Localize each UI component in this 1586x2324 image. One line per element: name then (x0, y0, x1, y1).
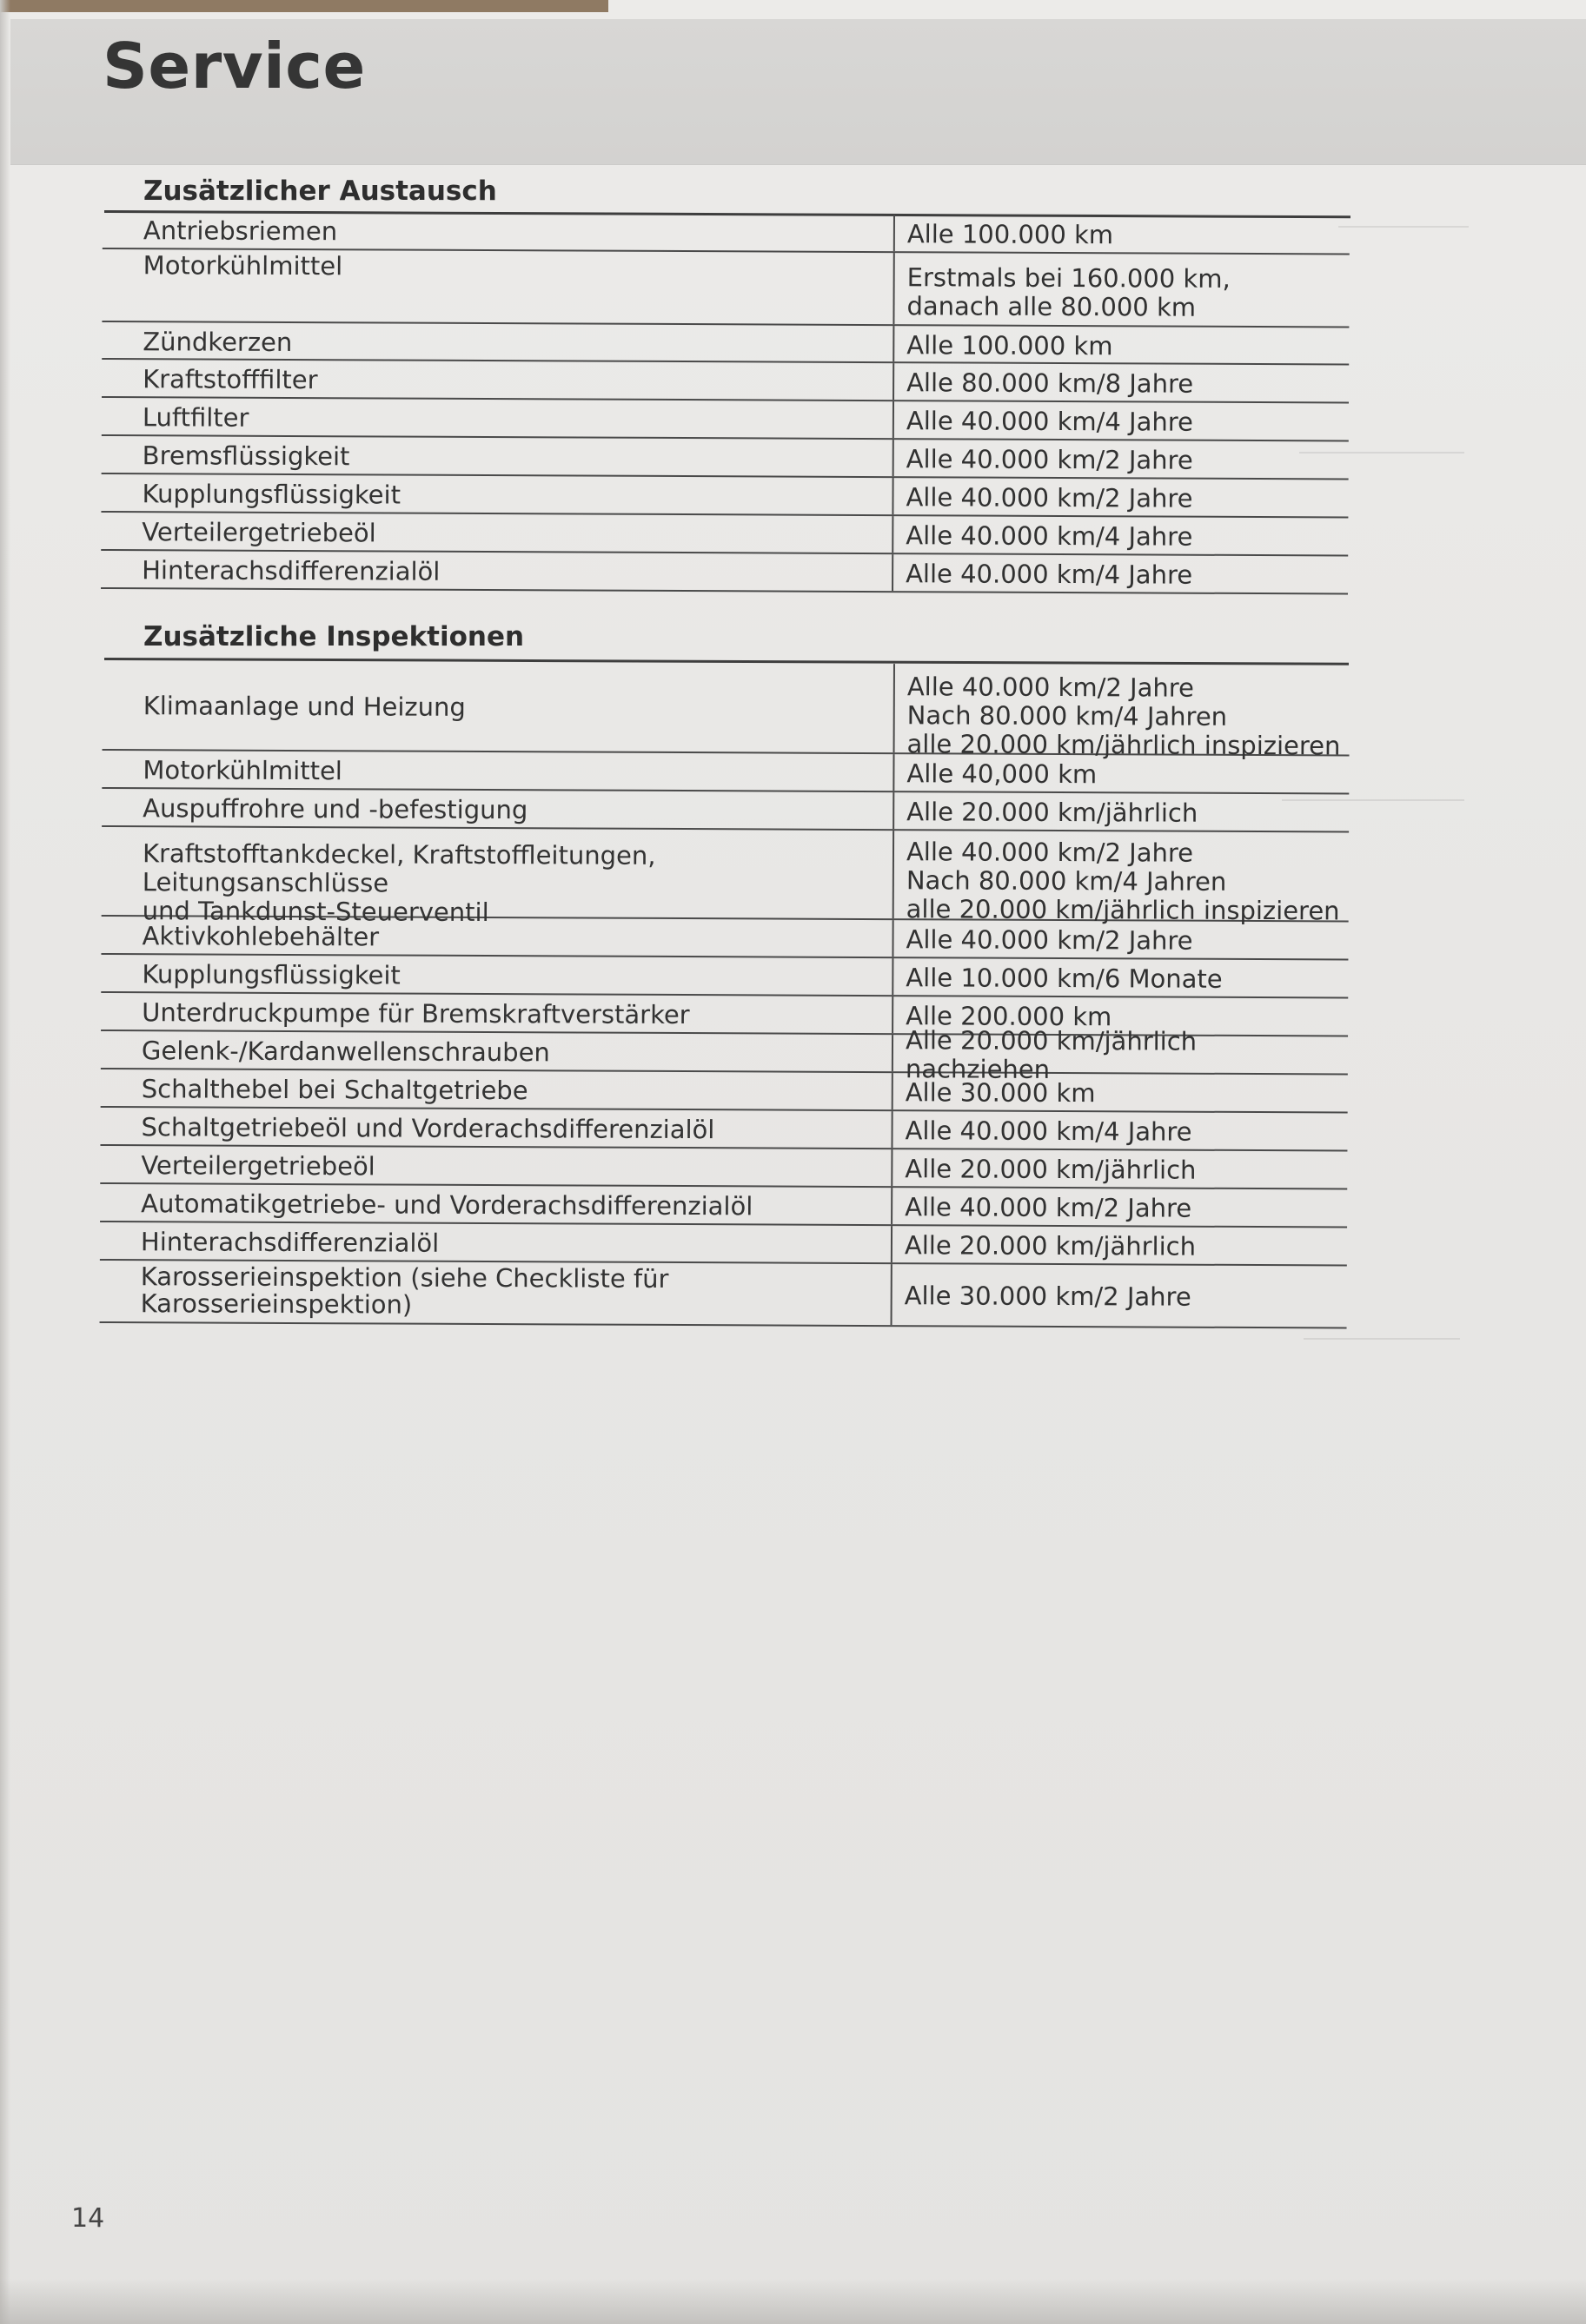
page-left-shadow (0, 0, 10, 2324)
table-row (101, 551, 1348, 595)
inspection-interval: Alle 30.000 km/2 Jahre (891, 1264, 1347, 1327)
page-title: Service (103, 30, 366, 103)
table-row (102, 398, 1349, 442)
inspections-section-title: Zusätzliche Inspektionen (143, 621, 525, 652)
inspection-interval: Alle 10.000 km/6 Monate (892, 958, 1348, 996)
inspection-item: Verteilergetriebeöl (141, 1150, 375, 1182)
table-row (103, 660, 1350, 761)
table-row (101, 1069, 1348, 1114)
table-row (101, 474, 1348, 519)
table-row (100, 1108, 1347, 1152)
inspection-item: Kraftstofftankdeckel, Kraftstoffleitungen, Leitungsanschlüsse und Tankdunst-Steuerventil (142, 838, 656, 928)
table-row (100, 1146, 1347, 1190)
replacement-interval: Alle 40.000 km/2 Jahre (892, 478, 1348, 516)
table-row (100, 1222, 1347, 1267)
inspection-interval: Alle 200.000 km (892, 996, 1348, 1035)
table-row (102, 789, 1349, 833)
table-row (101, 513, 1348, 557)
replacement-item: Kraftstofffilter (143, 364, 318, 395)
inspection-interval: Alle 30.000 km (892, 1073, 1348, 1111)
inspection-item: Aktivkohlebehälter (142, 921, 380, 952)
replacement-item: Antriebsriemen (143, 215, 338, 247)
page-top-edge (0, 0, 608, 12)
replacement-interval: Erstmals bei 160.000 km, danach alle 80.000 km (893, 253, 1349, 326)
replacement-item: Zündkerzen (143, 327, 293, 357)
inspection-interval: Alle 40.000 km/2 Jahre Nach 80.000 km/4 Jahren alle 20.000 km/jährlich inspizieren (893, 831, 1349, 920)
replacement-interval: Alle 40.000 km/2 Jahre (893, 440, 1349, 478)
inspection-item: Automatikgetriebe- und Vorderachsdifferenzialöl (141, 1188, 753, 1222)
inspection-interval: Alle 40.000 km/2 Jahre (892, 920, 1348, 958)
replacement-item: Verteilergetriebeöl (142, 517, 376, 548)
inspection-interval: Alle 20.000 km/jährlich (893, 792, 1349, 831)
inspection-interval: Alle 40.000 km/2 Jahre (891, 1188, 1347, 1226)
inspection-item: Auspuffrohre und -befestigung (143, 793, 528, 825)
replacement-table (101, 211, 1350, 595)
inspection-interval: Alle 40.000 km/4 Jahre (891, 1111, 1347, 1149)
table-row (101, 917, 1348, 961)
replacement-interval: Alle 100.000 km (893, 215, 1350, 253)
inspections-table (100, 660, 1350, 1329)
inspection-item: Karosserieinspektion (siehe Checkliste für Karosserieinspektion) (140, 1261, 669, 1320)
bleed-through-area (1325, 178, 1516, 1481)
inspection-interval: Alle 20.000 km/jährlich (891, 1226, 1347, 1264)
table-row (102, 249, 1349, 328)
inspection-interval: Alle 40,000 km (893, 754, 1349, 792)
replacement-item: Hinterachsdifferenzialöl (142, 555, 441, 586)
table-row (100, 1184, 1347, 1228)
replacement-interval: Alle 40.000 km/4 Jahre (892, 516, 1348, 554)
inspection-item: Hinterachsdifferenzialöl (140, 1227, 440, 1258)
inspection-interval: Alle 20.000 km/jährlich (891, 1149, 1347, 1188)
replacement-item: Kupplungsflüssigkeit (142, 479, 401, 510)
inspection-item: Schalthebel bei Schaltgetriebe (141, 1074, 528, 1106)
table-row (102, 436, 1349, 480)
table-row (101, 955, 1348, 999)
bleed-line-4 (1304, 1338, 1460, 1340)
table-row (102, 827, 1349, 928)
table-row (102, 322, 1349, 366)
table-row (102, 751, 1349, 795)
inspection-item: Unterdruckpumpe für Bremskraftverstärker (142, 997, 690, 1030)
replacement-interval: Alle 40.000 km/4 Jahre (892, 554, 1348, 593)
replacement-item: Bremsflüssigkeit (142, 440, 350, 472)
table-row (101, 1024, 1348, 1084)
inspection-item: Klimaanlage und Heizung (143, 690, 466, 722)
replacement-item: Motorkühlmittel (143, 250, 343, 281)
table-row (102, 360, 1349, 404)
inspection-item: Gelenk-/Kardanwellenschrauben (141, 1036, 550, 1068)
table-row (100, 1261, 1347, 1329)
replacement-interval: Alle 80.000 km/8 Jahre (893, 363, 1349, 401)
bleed-line-1 (1338, 226, 1469, 228)
replacement-interval: Alle 100.000 km (893, 326, 1349, 363)
page-bottom-shadow (0, 2279, 1586, 2324)
inspection-item: Schaltgetriebeöl und Vorderachsdifferenzialöl (141, 1112, 715, 1145)
inspection-item: Kupplungsflüssigkeit (142, 959, 401, 990)
inspection-item: Motorkühlmittel (143, 755, 342, 786)
replacement-interval: Alle 40.000 km/4 Jahre (893, 401, 1349, 440)
inspection-interval: Alle 20.000 km/jährlich nachziehen (892, 1035, 1348, 1073)
replacement-item: Luftfilter (142, 402, 249, 433)
replacement-section-title: Zusätzlicher Austausch (143, 175, 497, 207)
table-row (103, 211, 1350, 255)
inspection-interval: Alle 40.000 km/2 Jahre Nach 80.000 km/4 Jahren alle 20.000 km/jährlich inspizieren (893, 664, 1350, 754)
page-number: 14 (71, 2203, 105, 2234)
